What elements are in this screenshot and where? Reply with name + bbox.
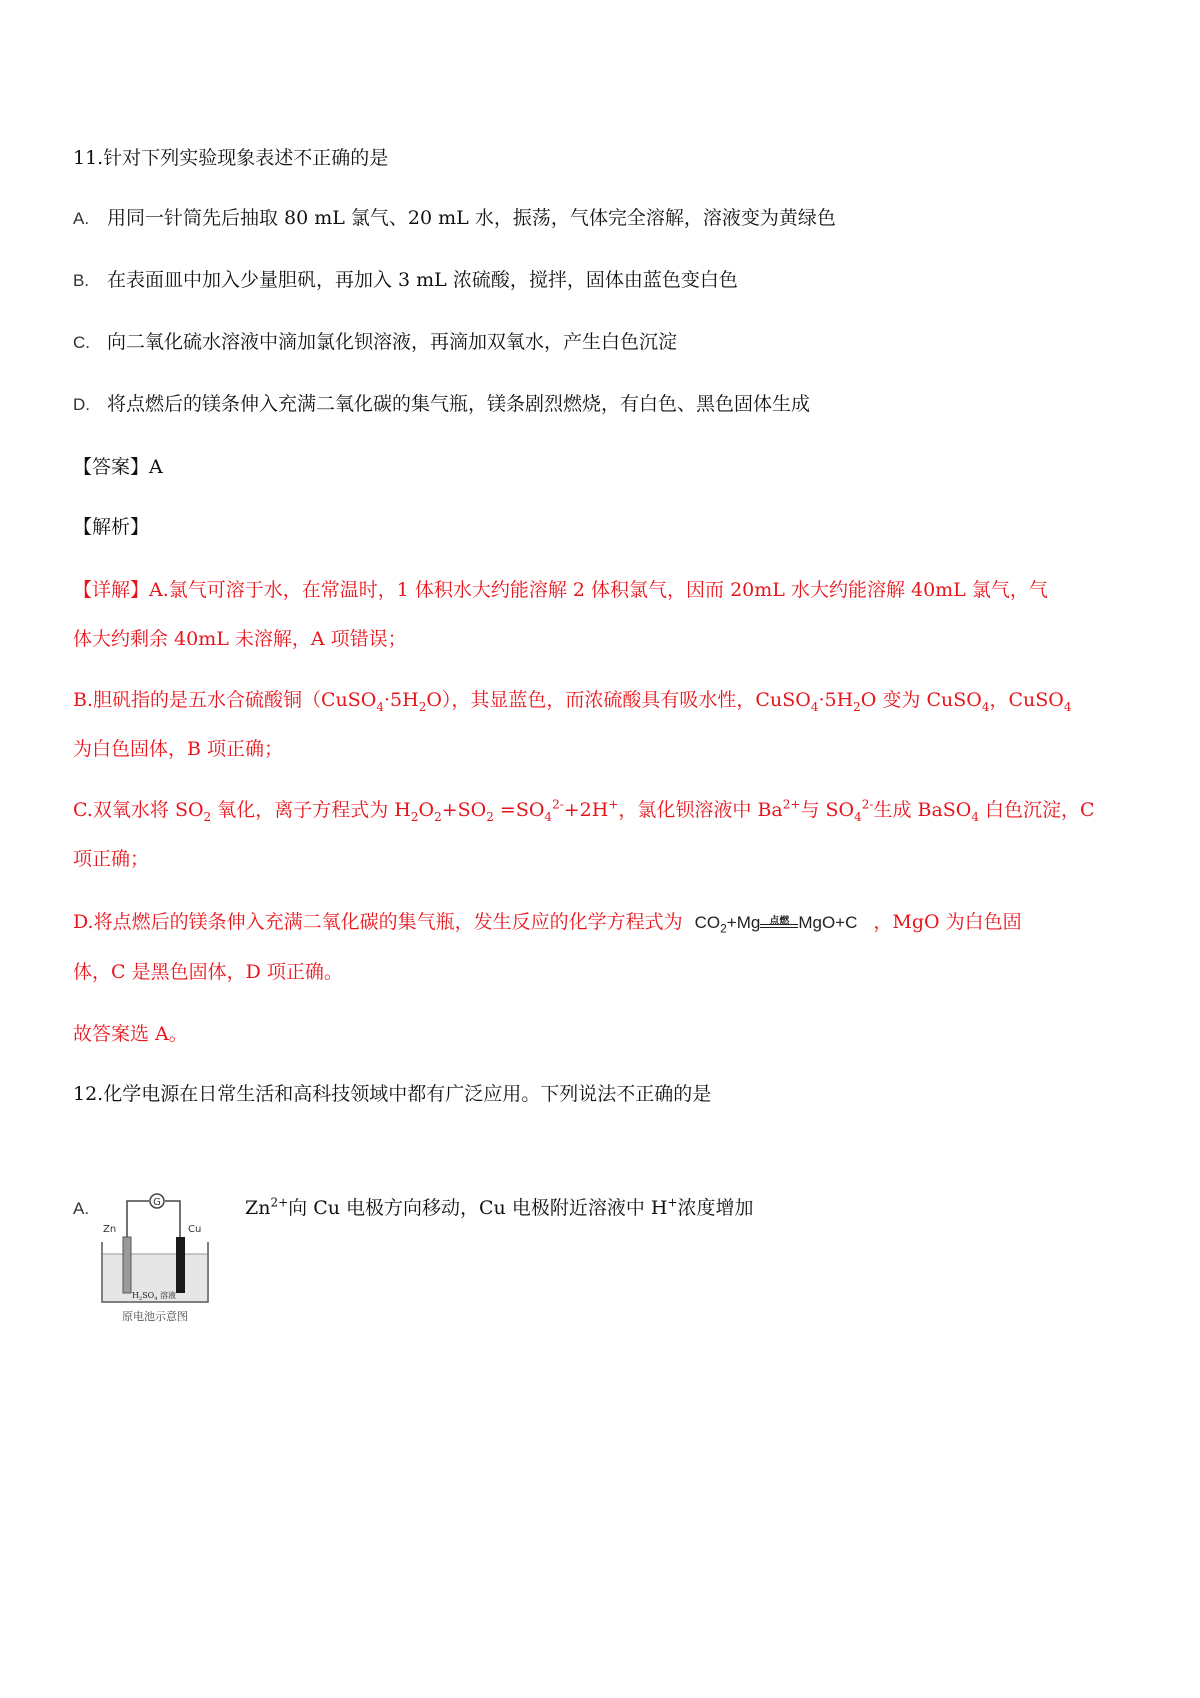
answer-label: 【答案】A <box>73 456 163 478</box>
detail-a-line2: 体大约剩余 40mL 未溶解，A 项错误； <box>73 628 407 650</box>
text-span: D.将点燃后的镁条伸入充满二氧化碳的集气瓶，发生反应的化学方程式为 <box>73 911 683 933</box>
text-span: ，CuSO <box>989 689 1064 711</box>
detail-b-line2: 为白色固体，B 项正确； <box>73 738 284 760</box>
q11-stem: 11.针对下列实验现象表述不正确的是 <box>73 147 389 169</box>
zn-electrode <box>123 1237 131 1293</box>
text-span: O 变为 CuSO <box>860 689 982 711</box>
galvanometer-label: G <box>153 1197 161 1208</box>
text-span: Zn <box>245 1197 271 1219</box>
cu-electrode <box>176 1237 185 1293</box>
q12-stem: 12.化学电源在日常生活和高科技领域中都有广泛应用。下列说法不正确的是 <box>73 1083 712 1105</box>
reaction-arrow <box>760 916 798 928</box>
cell-svg <box>100 1180 235 1330</box>
text-span: +2H <box>563 799 609 821</box>
option-text: 将点燃后的镁条伸入充满二氧化碳的集气瓶，镁条剧烈燃烧，有白色、黑色固体生成 <box>107 393 811 415</box>
detail-c-line1: C.双氧水将 $SO_2$ 氧化，离子方程式为 $H_2O_2+SO_2 =SO_4^{2-}+2H^+$，氯化钡溶液中 $Ba^{2+}$与 $SO_4^{2-}$生成 BaSO$_4$ 白色沉淀，C <box>73 797 1095 824</box>
eq-part: MgO+C <box>798 913 858 932</box>
analysis-label: 【解析】 <box>73 516 150 538</box>
electrolyte <box>103 1254 207 1301</box>
text-span: +SO <box>441 799 487 821</box>
text-span: C.双氧水将 SO <box>73 799 204 821</box>
diagram-caption: 原电池示意图 <box>122 1310 188 1323</box>
reaction-condition: 点燃 <box>769 916 790 927</box>
text-span: ·5H <box>384 689 419 711</box>
text-span: B.胆矾指的是五水合硫酸铜（CuSO <box>73 689 377 711</box>
detail-a-line1: 【详解】A.氯气可溶于水，在常温时，1 体积水大约能溶解 2 体积氯气，因而 20mL 水大约能溶解 40mL 氯气，气 <box>73 579 1048 601</box>
solution-label: $H_2SO_4$ 溶液 <box>132 1291 176 1302</box>
detail-b-line1: B.胆矾指的是五水合硫酸铜$(CuSO_4\cdot 5H_2O)$，其显蓝色，而浓硫酸具有吸水性，$CuSO_4\cdot 5H_2O$ 变为 CuSO$_4$，CuSO$_4$ <box>73 689 1072 714</box>
combustion-equation: $CO_2+Mg$ 点燃 MgO+C <box>695 911 858 935</box>
text-span: ，氯化钡溶液中 Ba <box>618 799 783 821</box>
zn-label: Zn <box>103 1224 117 1235</box>
q11-option-c <box>73 330 677 355</box>
galvanic-cell-diagram <box>100 1180 235 1330</box>
option-text: 用同一针筒先后抽取 80 mL 氯气、20 mL 水，振荡，气体完全溶解，溶液变为黄绿色 <box>107 207 836 229</box>
detail-d-line1 <box>73 910 1022 935</box>
text-span: ，MgO 为白色固 <box>873 911 1022 933</box>
option-letter: B. <box>73 271 90 290</box>
text-span: O），其显蓝色，而浓硫酸具有吸水性，CuSO <box>426 689 811 711</box>
text-span: 白色沉淀，C <box>979 799 1095 821</box>
text-span: ·5H <box>818 689 854 711</box>
text-span: 与 SO <box>800 799 855 821</box>
q11-option-a <box>73 206 836 231</box>
option-letter: A. <box>73 1199 90 1218</box>
option-text: 在表面皿中加入少量胆矾，再加入 3 mL 浓硫酸，搅拌，固体由蓝色变白色 <box>107 269 738 291</box>
detail-d-line2: 体，C 是黑色固体，D 项正确。 <box>73 961 343 983</box>
q11-option-d <box>73 392 810 417</box>
text-span: O <box>418 799 435 821</box>
text-span: 氧化，离子方程式为 H <box>211 799 411 821</box>
text-span: 浓度增加 <box>677 1197 754 1219</box>
cu-label: Cu <box>188 1224 202 1235</box>
option-text: 向二氧化硫水溶液中滴加氯化钡溶液，再滴加双氧水，产生白色沉淀 <box>107 331 678 353</box>
eq-part: CO <box>694 913 721 932</box>
option-letter: C. <box>73 333 90 352</box>
text-span: 生成 BaSO <box>873 799 972 821</box>
option-letter: A. <box>73 209 90 228</box>
q11-option-b <box>73 268 738 293</box>
q12-option-a-text: $Zn^{2+}$向 Cu 电极方向移动，Cu 电极附近溶液中 H+浓度增加 <box>245 1195 754 1219</box>
text-span: 向 Cu 电极方向移动，Cu 电极附近溶液中 H <box>288 1197 668 1219</box>
detail-c-line2: 项正确； <box>73 848 150 870</box>
option-letter: D. <box>73 395 90 414</box>
detail-conclusion: 故答案选 A。 <box>73 1023 188 1045</box>
text-span: =SO <box>493 799 545 821</box>
eq-part: +Mg <box>726 913 761 932</box>
